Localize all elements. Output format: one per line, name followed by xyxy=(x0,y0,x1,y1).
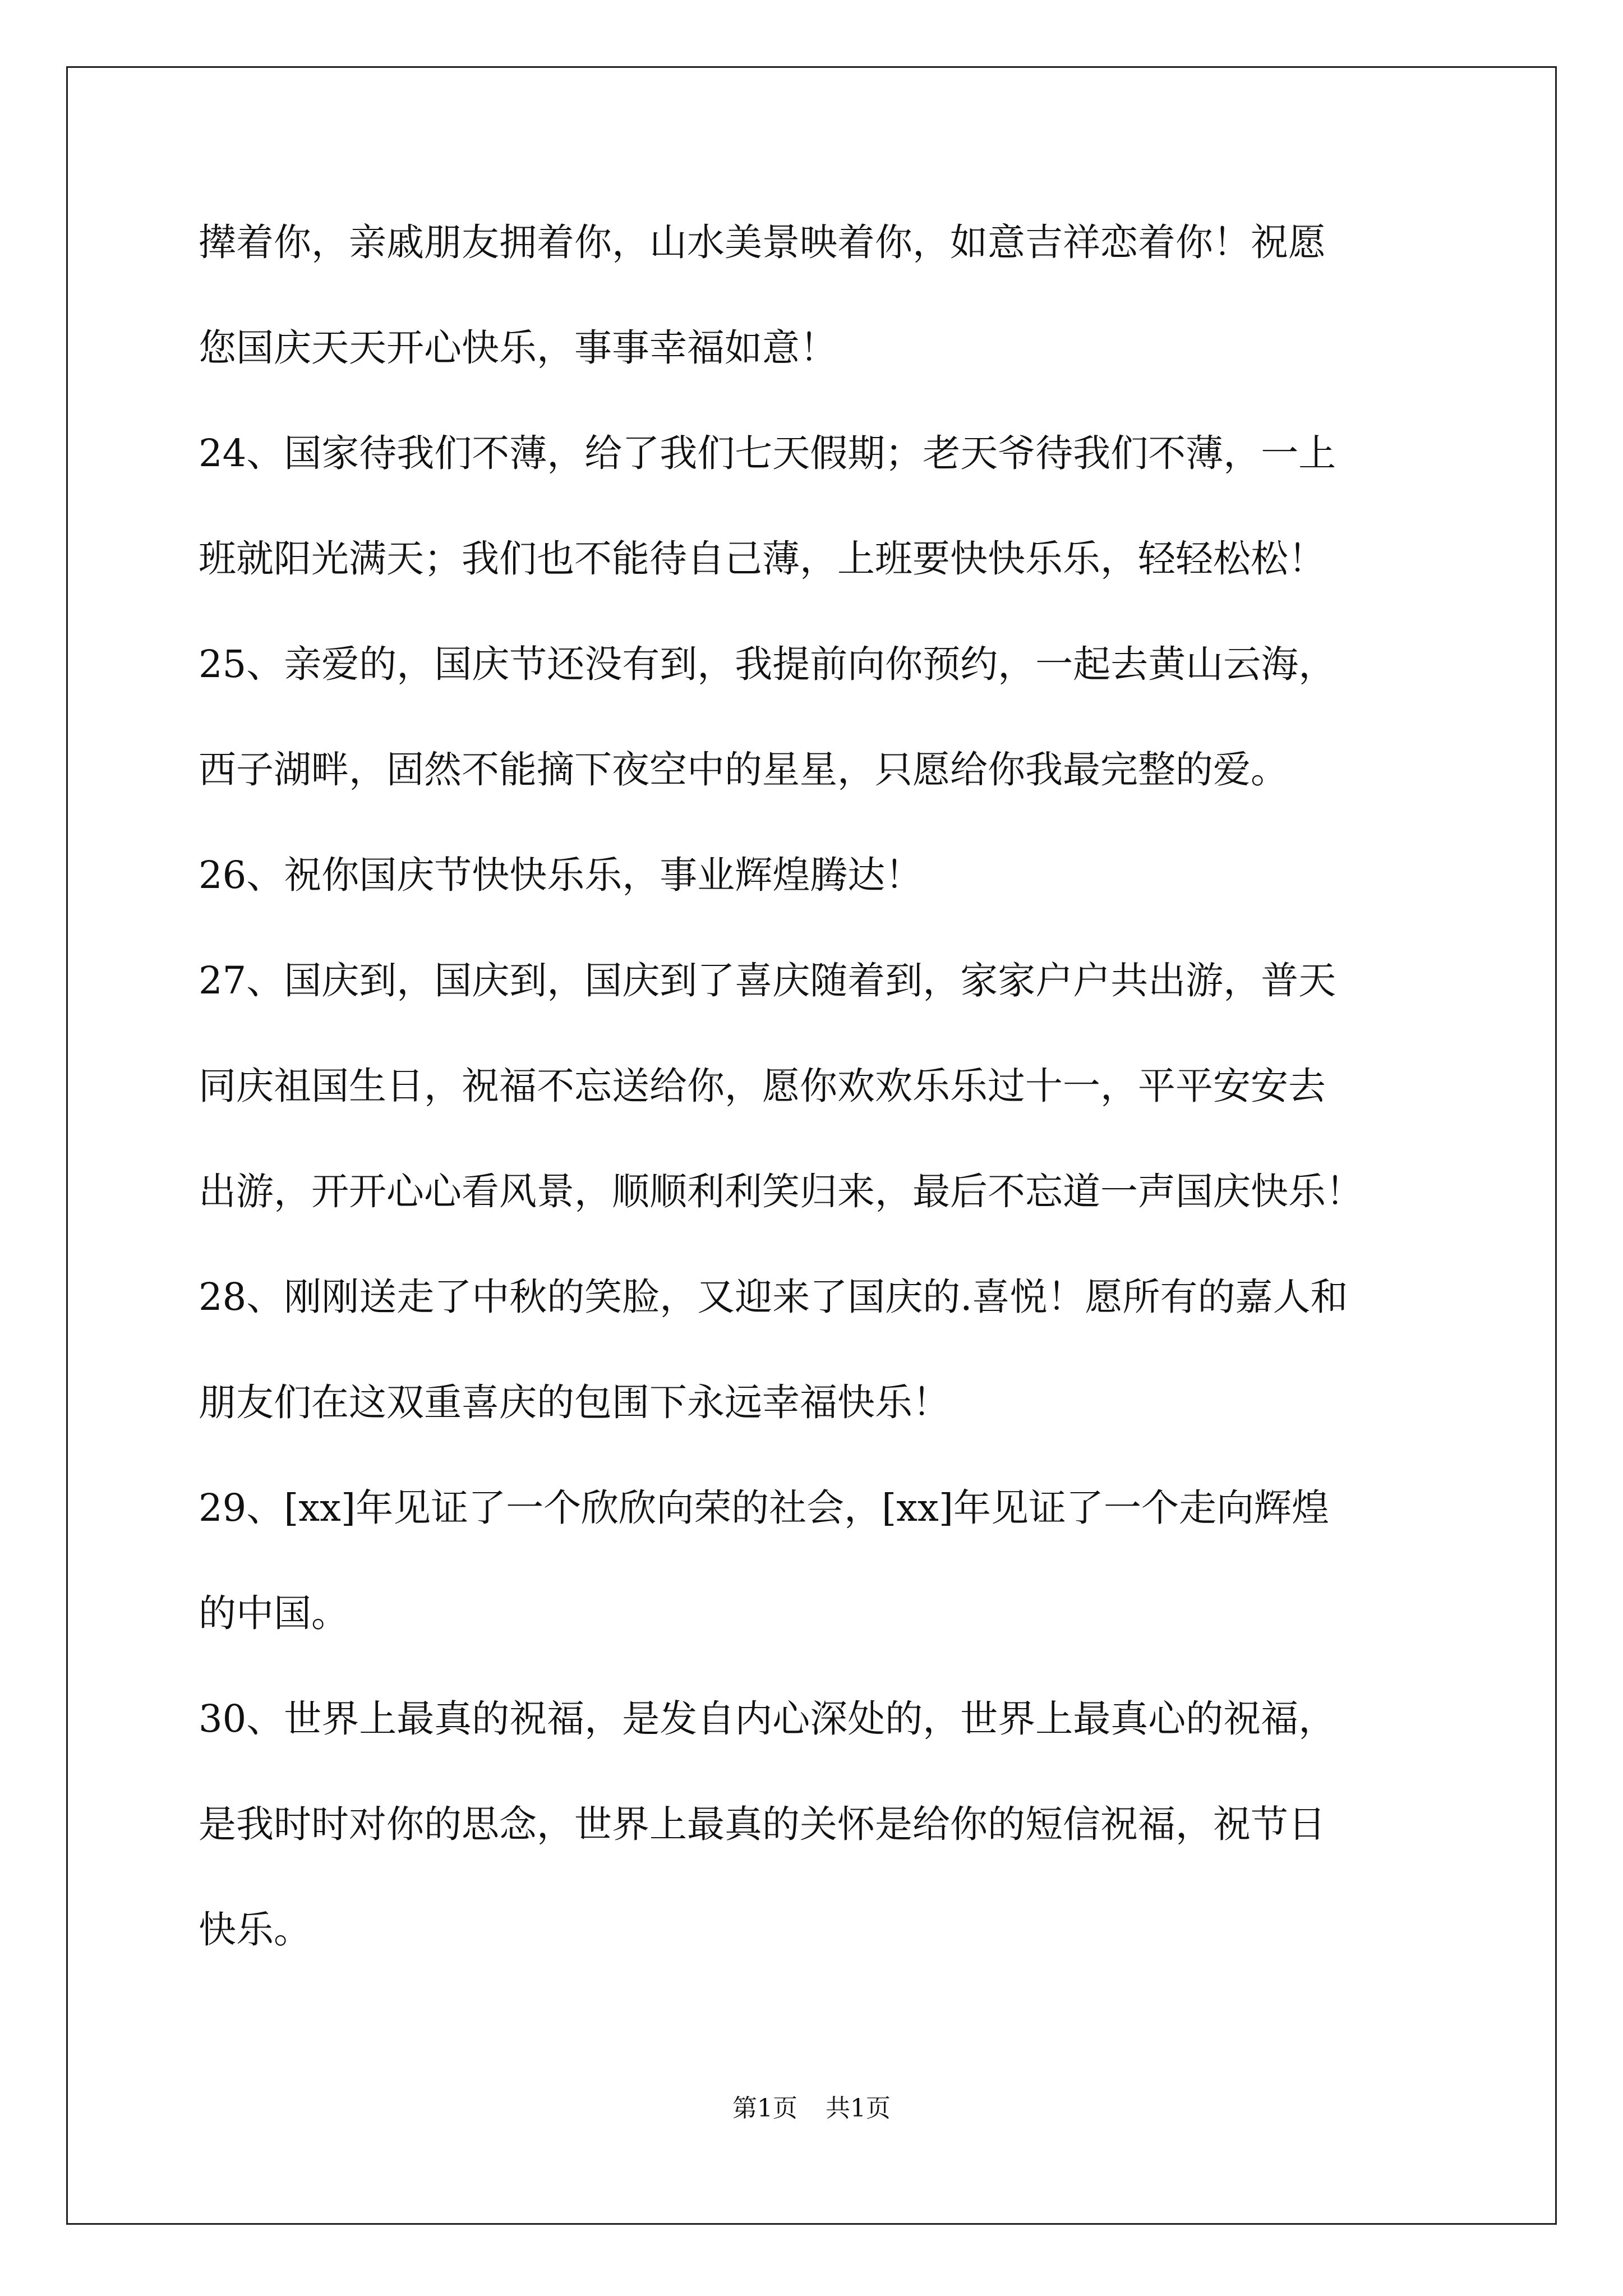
text-line: 29、[xx]年见证了一个欣欣向荣的社会，[xx]年见证了一个走向辉煌 xyxy=(199,1486,1329,1530)
page-footer xyxy=(0,2088,1623,2124)
text-line: 同庆祖国生日，祝福不忘送给你，愿你欢欢乐乐过十一，平平安安去 xyxy=(199,1064,1326,1108)
text-line: 30、世界上最真的祝福，是发自内心深处的，世界上最真心的祝福， xyxy=(199,1697,1336,1741)
text-line: 朋友们在这双重喜庆的包围下永远幸福快乐！ xyxy=(199,1381,950,1424)
text-line: 24、国家待我们不薄，给了我们七天假期；老天爷待我们不薄，一上 xyxy=(199,431,1336,475)
text-line: 26、祝你国庆节快快乐乐，事业辉煌腾达！ xyxy=(199,853,923,897)
text-line: 出游，开开心心看风景，顺顺利利笑归来，最后不忘道一声国庆快乐！ xyxy=(199,1170,1363,1213)
text-line: 28、刚刚送走了中秋的笑脸，又迎来了国庆的.喜悦！愿所有的嘉人和 xyxy=(199,1275,1348,1319)
text-line: 撵着你，亲戚朋友拥着你，山水美景映着你，如意吉祥恋着你！祝愿 xyxy=(199,220,1326,264)
text-line: 是我时时对你的思念，世界上最真的关怀是给你的短信祝福，祝节日 xyxy=(199,1802,1326,1846)
page-border xyxy=(66,66,1557,2225)
text-line: 班就阳光满天；我们也不能待自己薄，上班要快快乐乐，轻轻松松！ xyxy=(199,537,1326,581)
text-line: 27、国庆到，国庆到，国庆到了喜庆随着到，家家户户共出游，普天 xyxy=(199,959,1336,1002)
text-line: 您国庆天天开心快乐，事事幸福如意！ xyxy=(199,326,837,370)
text-line: 快乐。 xyxy=(199,1908,311,1952)
page-count: 共1页 xyxy=(826,2094,891,2123)
text-line: 的中国。 xyxy=(199,1591,349,1635)
text-line: 西子湖畔，固然不能摘下夜空中的星星，只愿给你我最完整的爱。 xyxy=(199,748,1288,792)
text-line: 25、亲爱的，国庆节还没有到，我提前向你预约，一起去黄山云海， xyxy=(199,642,1336,686)
page-number: 第1页 xyxy=(732,2094,797,2123)
